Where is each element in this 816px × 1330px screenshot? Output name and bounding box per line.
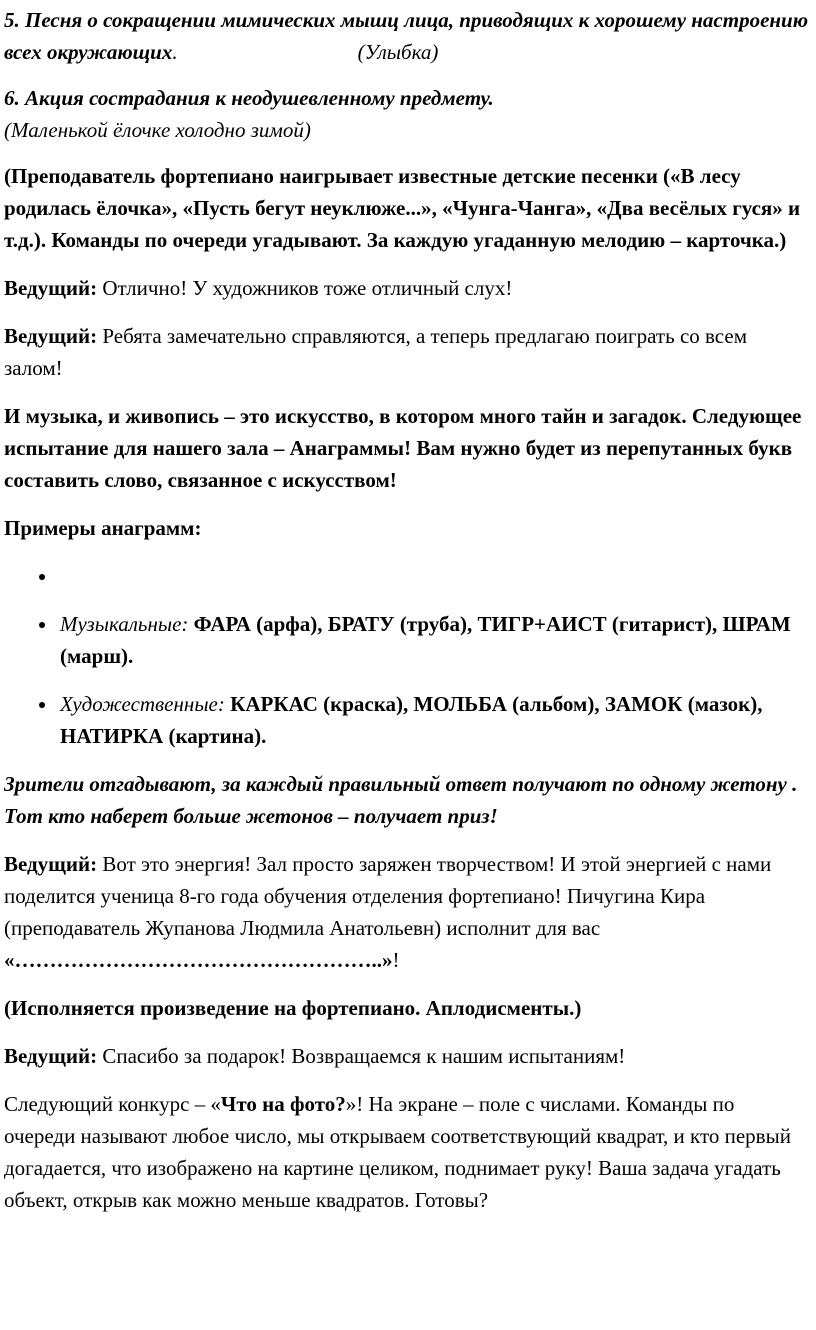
host-line-3-text: Вот это энергия! Зал просто заряжен творчеством! И этой энергией с нами поделится ученица 8-го года обучения отделения фортепиано! Пичугина Кира (преподаватель Жупанова Людмила Анатольевн) исполнит для вас [4,852,772,940]
host-label: Ведущий: [4,324,98,348]
anagram-list [4,560,810,752]
examples-heading: Примеры анаграмм: [4,516,202,540]
contest-name: Что на фото? [220,1092,346,1116]
host-line-3 [4,848,810,976]
piano-note: (Преподаватель фортепиано наигрывает известные детские песенки («В лесу родилась ёлочка», «Пусть бегут неуклюже...», «Чунга-Чанга», «Два весёлых гуся» и т.д.). Команды по очереди угадывают. За каждую угаданную мелодию – карточка.) [4,164,801,252]
anagram-category: Музыкальные: [60,612,189,636]
host-line-2 [4,320,810,384]
host-line-4 [4,1040,810,1072]
item5-title: 5. Песня о сокращении мимических мышц лица, приводящих к хорошему настроению всех окружающих [4,8,809,64]
item5-answer: (Улыбка) [357,40,439,64]
list-item-empty [58,560,810,592]
contest-text: »! На экране – поле с числами. Команды по очереди называют любое число, мы открываем соответствующий квадрат, и кто первый догадается, что изображено на картине целиком, поднимает руку! Ваша задача угадать объект, открыв как можно меньше квадратов. Готовы? [4,1092,791,1212]
anagram-intro: И музыка, и живопись – это искусство, в котором много тайн и загадок. Следующее испытание для нашего зала – Анаграммы! Вам нужно будет из перепутанных букв составить слово, связанное с искусством! [4,404,802,492]
host-line-1 [4,272,810,304]
list-item [58,688,810,752]
performance-note: (Исполняется произведение на фортепиано. Аплодисменты.) [4,996,582,1020]
host-label: Ведущий: [4,276,98,300]
item6-answer: (Маленькой ёлочке холодно зимой) [4,118,311,142]
item6-title: 6. Акция сострадания к неодушевленному предмету. [4,86,494,110]
anagram-category: Художественные: [60,692,225,716]
piece-placeholder: «……………………………………………..» [4,948,393,972]
host-line-2-text: Ребята замечательно справляются, а теперь предлагаю поиграть со всем залом! [4,324,747,380]
audience-note: Зрители отгадывают, за каждый правильный ответ получают по одному жетону . Тот кто наберет больше жетонов – получает приз! [4,772,798,828]
host-label: Ведущий: [4,852,98,876]
host-line-1-text: Отлично! У художников тоже отличный слух! [97,276,513,300]
item5-period: . [172,40,178,64]
host-line-4-text: Спасибо за подарок! Возвращаемся к нашим испытаниям! [97,1044,626,1068]
list-item [58,608,810,672]
contest-prefix: Следующий конкурс – « [4,1092,221,1116]
host-line-3-end: ! [392,948,400,972]
host-label: Ведущий: [4,1044,98,1068]
contest-paragraph [4,1088,810,1216]
anagram-words: ФАРА (арфа), БРАТУ (труба), ТИГР+АИСТ (гитарист), ШРАМ (марш). [60,612,791,668]
item5-paragraph [4,0,810,68]
anagram-words: КАРКАС (краска), МОЛЬБА (альбом), ЗАМОК (мазок), НАТИРКА (картина). [60,692,763,748]
item6-paragraph [4,82,810,146]
